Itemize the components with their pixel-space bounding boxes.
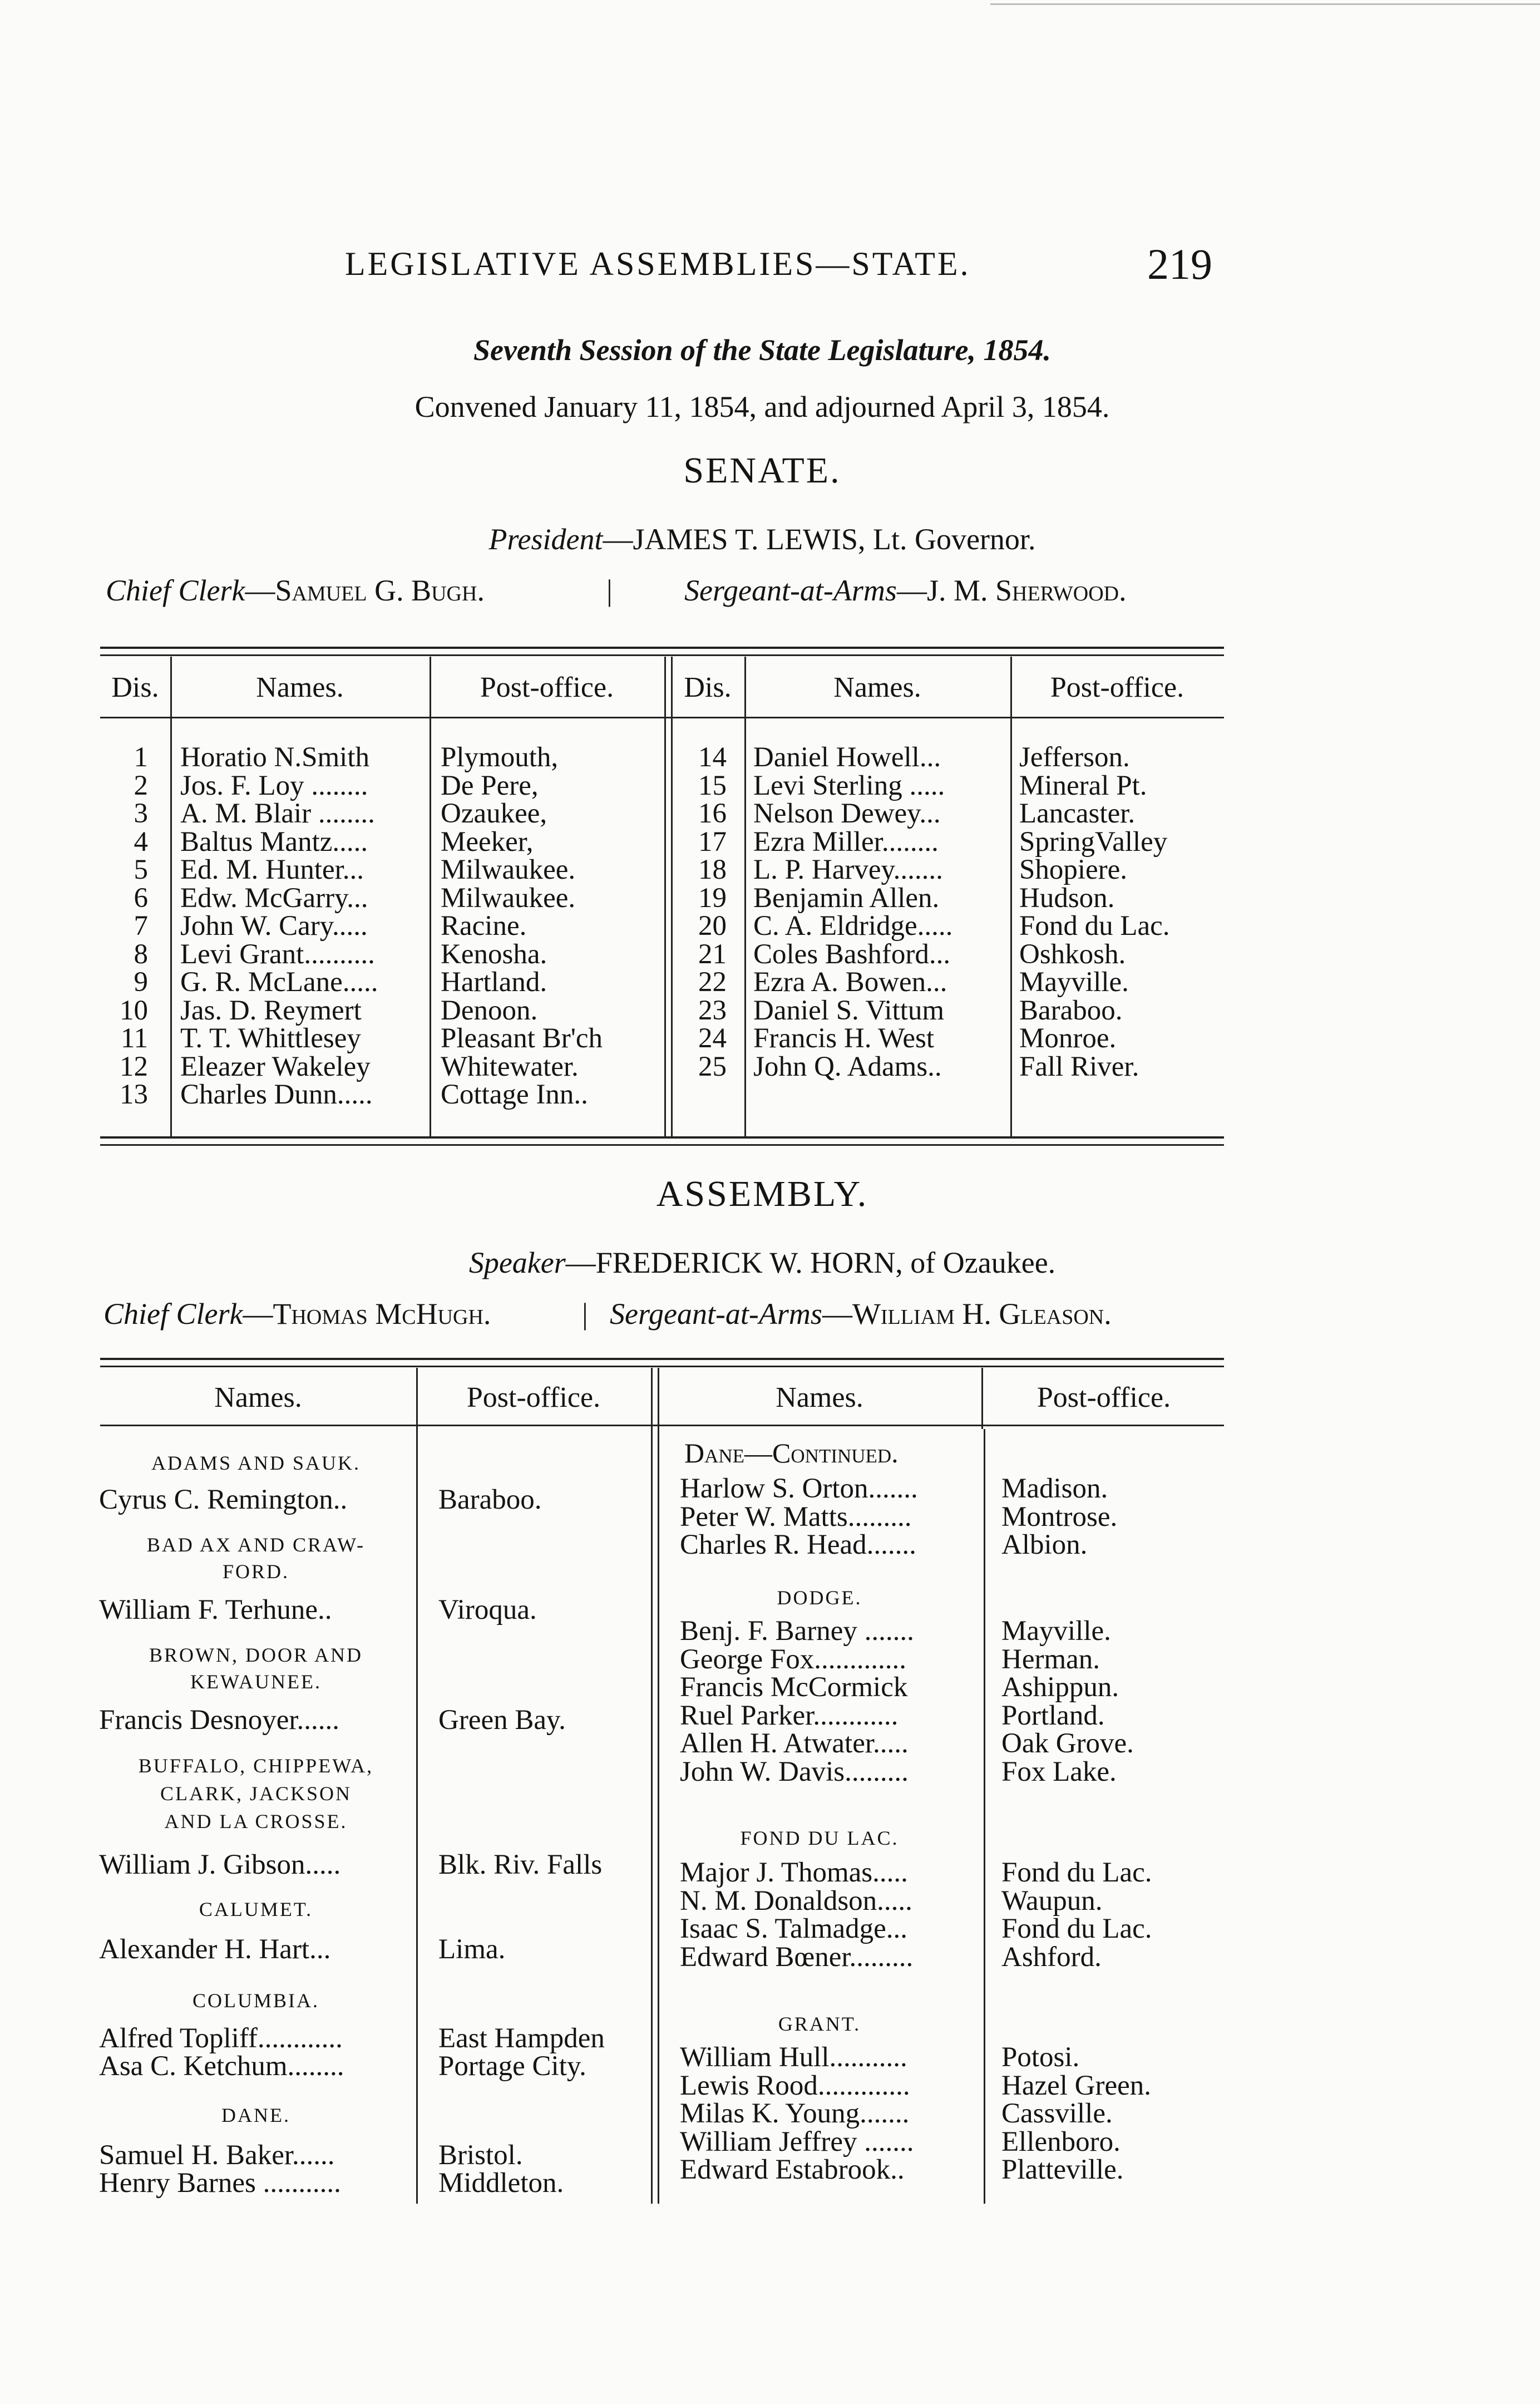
senator-post-office: Shopiere. <box>1019 854 1128 885</box>
senator-post-office: Mineral Pt. <box>1019 770 1147 801</box>
senator-name: A. M. Blair ........ <box>180 798 375 829</box>
county-heading: DODGE. <box>777 1587 862 1609</box>
senate-district-number: 17 <box>698 826 727 858</box>
senate-district-number: 13 <box>120 1079 148 1110</box>
senator-post-office: Mayville. <box>1019 967 1129 998</box>
member-post-office: Fox Lake. <box>1001 1756 1117 1787</box>
member-post-office: Portland. <box>1001 1699 1105 1731</box>
county-heading: ADAMS AND SAUK. <box>151 1452 361 1474</box>
senator-name: Benjamin Allen. <box>753 882 940 914</box>
senator-post-office: Lancaster. <box>1019 798 1136 829</box>
senator-post-office: Milwaukee. <box>441 854 576 885</box>
member-name: Lewis Rood............. <box>680 2070 910 2101</box>
member-name: Peter W. Matts......... <box>680 1501 912 1533</box>
member-name: George Fox............. <box>680 1643 907 1675</box>
senator-post-office: Jefferson. <box>1019 742 1130 773</box>
member-post-office: Hazel Green. <box>1001 2070 1151 2101</box>
senate-left-dis-column <box>100 743 148 1109</box>
member-post-office: Cassville. <box>1001 2098 1113 2129</box>
senate-col-divider <box>744 657 746 1136</box>
senator-name: Nelson Dewey... <box>753 798 941 829</box>
member-post-office: Madison. <box>1001 1473 1108 1504</box>
assembly-speaker <box>100 1245 1424 1280</box>
senator-post-office: Baraboo. <box>1019 994 1123 1026</box>
member-post-office: Viroqua. <box>438 1594 537 1625</box>
senator-name: T. T. Whittlesey <box>180 1023 361 1054</box>
senator-name: Charles Dunn..... <box>180 1079 373 1110</box>
senator-post-office: Fond du Lac. <box>1019 910 1170 942</box>
senator-post-office: Ozaukee, <box>441 798 547 829</box>
member-post-office: Potosi. <box>1001 2042 1080 2073</box>
convened-line: Convened January 11, 1854, and adjourned April 3, 1854. <box>414 390 1110 423</box>
senator-name: Levi Sterling ..... <box>753 770 945 801</box>
senator-name: Levi Grant.......... <box>180 938 375 970</box>
senate-district-number: 10 <box>120 994 148 1026</box>
member-post-office: Middleton. <box>438 2167 564 2199</box>
senate-district-number: 22 <box>698 967 727 998</box>
assembly-col-divider <box>984 1429 985 2204</box>
senate-bottom-rule-2 <box>100 1144 1224 1146</box>
president-value: —JAMES T. LEWIS, Lt. Governor. <box>603 523 1036 556</box>
member-name: Ruel Parker............ <box>680 1699 899 1731</box>
senate-title: SENATE. <box>683 450 841 491</box>
member-post-office: Blk. Riv. Falls <box>438 1849 603 1880</box>
chief-clerk-label: Chief Clerk <box>106 574 245 607</box>
assembly-col-divider <box>981 1368 983 1429</box>
senator-post-office: Monroe. <box>1019 1023 1117 1054</box>
member-name: Isaac S. Talmadge... <box>680 1913 908 1944</box>
senate-district-number: 3 <box>134 798 148 829</box>
senator-name: L. P. Harvey....... <box>753 854 943 885</box>
assembly-header-names: Names. <box>776 1382 863 1413</box>
assembly-chief-clerk <box>103 1297 491 1331</box>
member-post-office: Mayville. <box>1001 1615 1111 1647</box>
member-name: Francis Desnoyer...... <box>99 1705 340 1736</box>
page-edge-line <box>990 3 1540 5</box>
senate-district-number: 2 <box>134 770 148 801</box>
senate-district-number: 20 <box>698 910 727 942</box>
assembly-col-divider <box>651 1368 653 2204</box>
assembly-header-names: Names. <box>214 1382 302 1413</box>
senate-separator: | <box>606 574 613 607</box>
speaker-label: Speaker <box>468 1246 566 1279</box>
dane-posts <box>1001 1475 1117 1559</box>
senator-name: John Q. Adams.. <box>753 1051 942 1082</box>
president-label: President <box>488 523 603 556</box>
chief-clerk-label: Chief Clerk <box>103 1297 243 1331</box>
assembly-top-rule-2 <box>100 1366 1224 1367</box>
senator-post-office: Cottage Inn.. <box>441 1079 588 1110</box>
senator-post-office: Fall River. <box>1019 1051 1139 1082</box>
county-heading: BROWN, DOOR AND KEWAUNEE. <box>149 1644 363 1693</box>
senate-district-number: 18 <box>698 854 727 885</box>
senator-post-office: Pleasant Br'ch <box>441 1023 603 1054</box>
member-name: Alfred Topliff............ <box>99 2023 343 2054</box>
senator-name: Daniel Howell... <box>753 742 941 773</box>
fond-du-lac-names <box>680 1859 913 1971</box>
senator-post-office: Denoon. <box>441 994 538 1026</box>
senate-district-number: 4 <box>134 826 148 858</box>
senator-post-office: Whitewater. <box>441 1051 579 1082</box>
assembly-header-rule <box>100 1425 1224 1426</box>
member-post-office: Waupun. <box>1001 1885 1103 1917</box>
senator-name: Jas. D. Reymert <box>180 994 362 1026</box>
assembly-header-post: Post-office. <box>466 1382 601 1413</box>
dodge-posts <box>1001 1617 1134 1786</box>
senate-district-number: 6 <box>134 882 148 914</box>
member-post-office: Albion. <box>1001 1529 1088 1560</box>
member-post-office: Ellenboro. <box>1001 2126 1121 2157</box>
fond-du-lac-posts <box>1001 1859 1152 1971</box>
county-heading: BUFFALO, CHIPPEWA, CLARK, JACKSON AND LA CROSSE. <box>138 1755 374 1832</box>
senate-col-divider <box>170 657 172 1136</box>
county-heading: FOND DU LAC. <box>740 1827 899 1849</box>
senate-right-names-column <box>753 743 1008 1081</box>
dane-names <box>680 1475 918 1559</box>
member-post-office: Portage City. <box>438 2051 586 2082</box>
senate-col-divider <box>430 657 431 1136</box>
senator-post-office: Meeker, <box>441 826 534 858</box>
member-post-office: Fond du Lac. <box>1001 1857 1152 1888</box>
senate-chief-clerk <box>106 573 485 608</box>
assembly-top-rule <box>100 1358 1224 1360</box>
senator-post-office: Kenosha. <box>441 938 547 970</box>
senate-header-dis: Dis. <box>111 672 159 703</box>
senate-header-names: Names. <box>833 672 921 703</box>
senator-post-office: Oshkosh. <box>1019 938 1126 970</box>
senate-right-dis-column <box>671 743 727 1081</box>
member-name: Charles R. Head....... <box>680 1529 916 1560</box>
assembly-sergeant <box>610 1297 1112 1331</box>
member-post-office: Ashford. <box>1001 1941 1102 1973</box>
member-name: N. M. Donaldson..... <box>680 1885 912 1917</box>
senator-name: Ezra Miller........ <box>753 826 939 858</box>
member-post-office: Ashippun. <box>1001 1672 1119 1703</box>
page-number: 219 <box>1147 240 1212 288</box>
member-post-office: Montrose. <box>1001 1501 1118 1533</box>
member-post-office: Herman. <box>1001 1643 1100 1675</box>
member-post-office: Green Bay. <box>438 1705 566 1736</box>
senate-district-number: 16 <box>698 798 727 829</box>
member-name: Milas K. Young....... <box>680 2098 910 2129</box>
senator-name: Ed. M. Hunter... <box>180 854 364 885</box>
member-post-office: East Hampden <box>438 2023 605 2054</box>
senate-district-number: 12 <box>120 1051 148 1082</box>
senate-district-number: 14 <box>698 742 727 773</box>
senator-name: Daniel S. Vittum <box>753 994 945 1026</box>
senate-district-number: 21 <box>698 938 727 970</box>
assembly-col-divider <box>416 1368 418 2204</box>
senator-name: C. A. Eldridge..... <box>753 910 953 942</box>
member-post-office: Baraboo. <box>438 1484 542 1515</box>
member-name: Cyrus C. Remington.. <box>99 1484 348 1515</box>
senator-name: Baltus Mantz..... <box>180 826 368 858</box>
senate-district-number: 15 <box>698 770 727 801</box>
county-heading: GRANT. <box>778 2013 861 2035</box>
county-heading: Dane—Continued. <box>684 1437 899 1469</box>
member-name: William J. Gibson..... <box>99 1849 341 1880</box>
member-name: Edward Bœner......... <box>680 1941 914 1973</box>
member-name: William Jeffrey ....... <box>680 2126 914 2157</box>
assembly-separator: | <box>582 1297 588 1331</box>
speaker-value: —FREDERICK W. HORN, of Ozaukee. <box>565 1246 1056 1279</box>
senate-district-number: 9 <box>134 967 148 998</box>
member-name: Harlow S. Orton....... <box>680 1473 918 1504</box>
member-name: Benj. F. Barney ....... <box>680 1615 914 1647</box>
county-heading: DANE. <box>221 2104 290 2126</box>
senator-post-office: Hudson. <box>1019 882 1115 914</box>
senator-post-office: Plymouth, <box>441 742 559 773</box>
senate-sergeant <box>684 573 1127 608</box>
assembly-col-divider <box>658 1368 659 2204</box>
senate-header-dis: Dis. <box>684 672 732 703</box>
senator-name: John W. Cary..... <box>180 910 368 942</box>
senate-district-number: 8 <box>134 938 148 970</box>
senate-top-rule-2 <box>100 654 1224 656</box>
senator-name: Jos. F. Loy ........ <box>180 770 368 801</box>
senator-post-office: Hartland. <box>441 967 547 998</box>
member-name: Alexander H. Hart... <box>99 1934 331 1965</box>
assembly-header-post: Post-office. <box>1036 1382 1171 1413</box>
senate-district-number: 19 <box>698 882 727 914</box>
senator-name: Coles Bashford... <box>753 938 951 970</box>
dodge-names <box>680 1617 914 1786</box>
chief-clerk-value: —Samuel G. Bugh. <box>245 574 485 607</box>
member-post-office: Lima. <box>438 1934 506 1965</box>
senate-header-post: Post-office. <box>1050 672 1184 703</box>
sergeant-value: —William H. Gleason. <box>822 1297 1112 1331</box>
senator-name: Eleazer Wakeley <box>180 1051 371 1082</box>
member-name: Asa C. Ketchum........ <box>99 2051 344 2082</box>
senate-header-post: Post-office. <box>480 672 614 703</box>
member-name: Major J. Thomas..... <box>680 1857 908 1888</box>
senate-header-names: Names. <box>256 672 344 703</box>
senator-name: G. R. McLane..... <box>180 967 378 998</box>
senate-district-number: 25 <box>698 1051 727 1082</box>
senate-col-divider <box>664 657 666 1136</box>
chief-clerk-value: —Thomas McHugh. <box>243 1297 491 1331</box>
member-name: Edward Estabrook.. <box>680 2154 905 2185</box>
senator-name: Edw. McGarry... <box>180 882 368 914</box>
member-name: Samuel H. Baker...... <box>99 2140 335 2171</box>
senate-district-number: 1 <box>134 742 148 773</box>
member-name: Henry Barnes ........... <box>99 2167 341 2199</box>
member-name: Allen H. Atwater..... <box>680 1728 909 1759</box>
session-title: Seventh Session of the State Legislature, 1854. <box>473 333 1052 367</box>
county-heading: COLUMBIA. <box>192 1989 319 2012</box>
senate-top-rule <box>100 647 1224 649</box>
senate-district-number: 11 <box>120 1023 148 1054</box>
member-name: William Hull........... <box>680 2042 907 2073</box>
county-heading: CALUMET. <box>199 1898 313 1920</box>
senator-post-office: Milwaukee. <box>441 882 576 914</box>
senate-col-divider <box>1010 657 1012 1136</box>
senator-name: Francis H. West <box>753 1023 935 1054</box>
senate-left-names-column <box>180 743 425 1109</box>
senate-district-number: 5 <box>134 854 148 885</box>
senator-post-office: SpringValley <box>1019 826 1168 858</box>
senate-header-rule <box>100 717 1224 718</box>
senate-district-number: 24 <box>698 1023 727 1054</box>
sergeant-label: Sergeant-at-Arms <box>684 574 897 607</box>
sergeant-label: Sergeant-at-Arms <box>610 1297 822 1331</box>
senate-president <box>100 522 1424 556</box>
senator-post-office: Racine. <box>441 910 527 942</box>
county-heading: BAD AX AND CRAW- FORD. <box>146 1534 366 1583</box>
grant-names <box>680 2043 914 2184</box>
member-name: William F. Terhune.. <box>99 1594 332 1625</box>
running-head: LEGISLATIVE ASSEMBLIES—STATE. <box>345 245 971 282</box>
member-post-office: Bristol. <box>438 2140 523 2171</box>
member-post-office: Fond du Lac. <box>1001 1913 1152 1944</box>
member-name: John W. Davis......... <box>680 1756 909 1787</box>
senate-left-post-column <box>441 743 663 1109</box>
grant-posts <box>1001 2043 1151 2184</box>
member-name: Francis McCormick <box>680 1672 908 1703</box>
senator-name: Ezra A. Bowen... <box>753 967 947 998</box>
assembly-title: ASSEMBLY. <box>656 1174 868 1214</box>
senator-name: Horatio N.Smith <box>180 742 369 773</box>
member-post-office: Platteville. <box>1001 2154 1124 2185</box>
senate-bottom-rule <box>100 1136 1224 1139</box>
senate-district-number: 7 <box>134 910 148 942</box>
senate-district-number: 23 <box>698 994 727 1026</box>
member-post-office: Oak Grove. <box>1001 1728 1134 1759</box>
senator-post-office: De Pere, <box>441 770 539 801</box>
senate-right-post-column <box>1019 743 1225 1081</box>
sergeant-value: —J. M. Sherwood. <box>896 574 1127 607</box>
